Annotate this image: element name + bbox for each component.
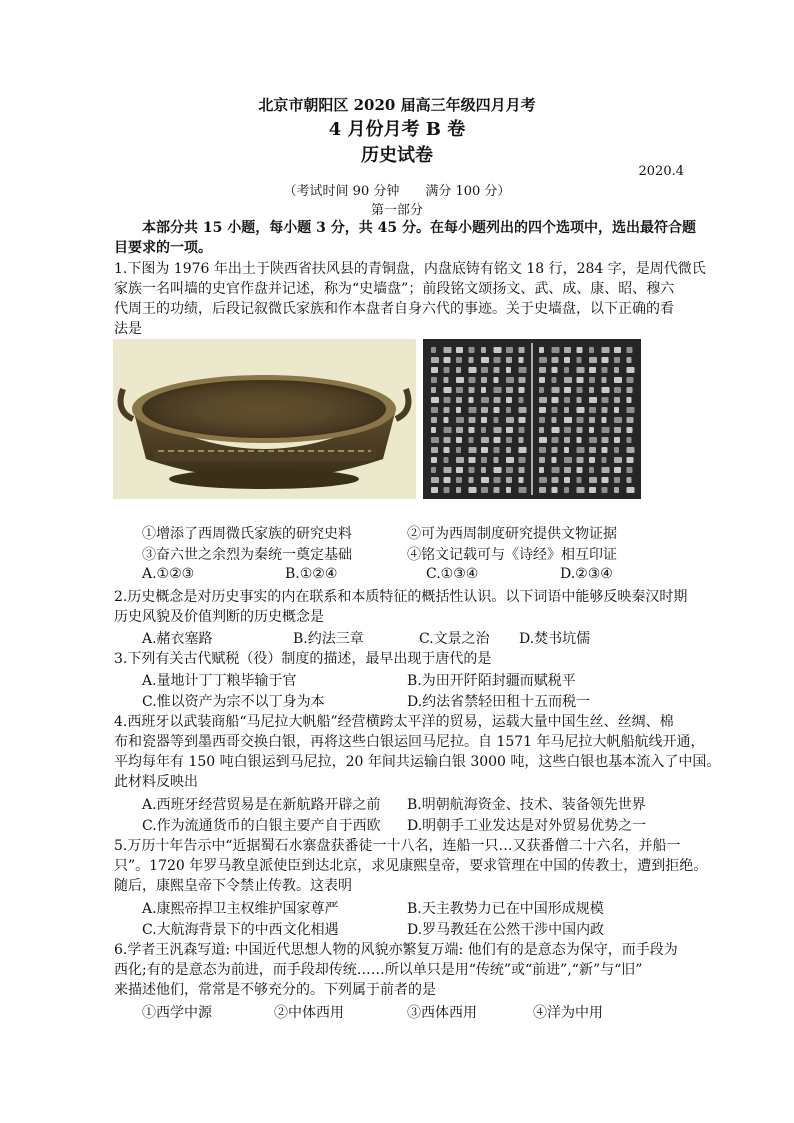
inscription-glyph bbox=[552, 467, 560, 473]
inscription-glyph bbox=[589, 457, 595, 463]
q3-option-d[interactable]: D.约法省禁轻田租十五而税一 bbox=[407, 694, 591, 710]
inscription-glyph bbox=[589, 357, 597, 363]
inscription-glyph bbox=[539, 477, 547, 483]
inscription-glyph bbox=[469, 347, 475, 353]
inscription-glyph bbox=[444, 347, 452, 353]
inscription-glyph bbox=[539, 397, 547, 403]
inscription-glyph bbox=[577, 477, 582, 483]
inscription-glyph bbox=[469, 437, 474, 443]
inscription-glyph bbox=[614, 417, 622, 423]
q6-item-4: ④洋为中用 bbox=[533, 1005, 603, 1021]
q1-statement-3: ③奋六世之余烈为秦统一奠定基础 bbox=[142, 547, 352, 563]
inscription-glyph bbox=[519, 427, 525, 433]
inscription-glyph bbox=[539, 367, 546, 373]
exam-date: 2020.4 bbox=[638, 164, 684, 179]
inscription-glyph bbox=[469, 447, 477, 453]
inscription-glyph bbox=[469, 367, 477, 373]
inscription-glyph bbox=[627, 427, 633, 433]
q1-option-a[interactable]: A.①②③ bbox=[142, 566, 195, 582]
inscription-glyph bbox=[481, 357, 489, 363]
q3-stem: 3.下列有关古代赋税（役）制度的描述，最早出现于唐代的是 bbox=[114, 651, 492, 667]
q4-stem-line-3: 平均每年有 150 吨白银运到马尼拉，20 年间共运输白银 3000 吨，这些白银也基本流入了中国。 bbox=[114, 754, 721, 770]
inscription-glyph bbox=[494, 387, 502, 393]
inscription-glyph bbox=[506, 367, 511, 373]
inscription-glyph bbox=[564, 387, 571, 393]
inscription-glyph bbox=[481, 437, 489, 443]
q6-item-3: ③西体西用 bbox=[407, 1005, 477, 1021]
inscription-glyph bbox=[552, 477, 559, 483]
inscription-glyph bbox=[589, 477, 597, 483]
inscription-glyph bbox=[494, 377, 499, 383]
inscription-glyph bbox=[494, 477, 501, 483]
inscription-glyph bbox=[577, 447, 585, 453]
inscription-glyph bbox=[602, 427, 610, 433]
inscription-glyph bbox=[627, 457, 634, 463]
inscription-glyph bbox=[627, 487, 635, 493]
inscription-glyph bbox=[539, 387, 544, 393]
inscription-glyph bbox=[627, 417, 634, 423]
inscription-glyph bbox=[494, 487, 500, 493]
inscription-glyph bbox=[506, 397, 512, 403]
inscription-glyph bbox=[552, 417, 557, 423]
inscription-glyph bbox=[444, 357, 451, 363]
inscription-glyph bbox=[456, 477, 462, 483]
inscription-glyph bbox=[519, 467, 525, 473]
inscription-glyph bbox=[577, 357, 582, 363]
inscription-glyph bbox=[456, 447, 461, 453]
inscription-glyph bbox=[431, 457, 437, 463]
inscription-glyph bbox=[481, 367, 488, 373]
inscription-glyph bbox=[481, 407, 488, 413]
inscription-glyph bbox=[444, 427, 452, 433]
inscription-glyph bbox=[539, 347, 544, 353]
inscription-glyph bbox=[444, 417, 449, 423]
inscription-glyph bbox=[481, 397, 489, 403]
q6-stem-line-1: 6.学者王汎森写道: 中国近代思想人物的风貌亦繁复万端: 他们有的是意态为保守，而手段为 bbox=[114, 942, 678, 958]
inscription-glyph bbox=[539, 437, 547, 443]
inscription-glyph bbox=[539, 487, 546, 493]
inscription-glyph bbox=[589, 417, 595, 423]
inscription-glyph bbox=[577, 467, 583, 473]
inscription-glyph bbox=[431, 487, 438, 493]
inscription-glyph bbox=[602, 347, 610, 353]
inscription-glyph bbox=[552, 347, 560, 353]
inscription-glyph bbox=[431, 347, 436, 353]
inscription-glyph bbox=[431, 437, 439, 443]
inscription-glyph bbox=[456, 387, 463, 393]
inscription-glyph bbox=[444, 437, 451, 443]
inscription-glyph bbox=[564, 347, 571, 353]
inscription-glyph bbox=[552, 387, 560, 393]
inscription-glyph bbox=[577, 427, 583, 433]
q1-option-c[interactable]: C.①③④ bbox=[426, 566, 479, 582]
inscription-glyph bbox=[456, 397, 462, 403]
q2-option-d[interactable]: D.焚书坑儒 bbox=[519, 631, 591, 647]
inscription-glyph bbox=[456, 367, 461, 373]
inscription-glyph bbox=[627, 477, 632, 483]
q2-option-a[interactable]: A.赭衣塞路 bbox=[142, 631, 213, 647]
inscription-glyph bbox=[552, 427, 560, 433]
inscription-glyph bbox=[431, 407, 438, 413]
inscription-glyph bbox=[494, 447, 500, 453]
inscription-glyph bbox=[539, 357, 547, 363]
inscription-glyph bbox=[552, 457, 557, 463]
inscription-glyph bbox=[519, 487, 527, 493]
inscription-glyph bbox=[506, 377, 514, 383]
inscription-glyph bbox=[456, 417, 464, 423]
inscription-glyph bbox=[444, 477, 451, 483]
inscription-glyph bbox=[481, 487, 488, 493]
inscription-glyph bbox=[481, 417, 487, 423]
inscription-glyph bbox=[602, 367, 608, 373]
inscription-glyph bbox=[494, 347, 502, 353]
inscription-glyph bbox=[519, 477, 524, 483]
inscription-glyph bbox=[614, 347, 621, 353]
inscription-glyph bbox=[481, 427, 486, 433]
inscription-glyph bbox=[494, 457, 499, 463]
inscription-glyph bbox=[552, 437, 559, 443]
inscription-glyph bbox=[564, 447, 569, 453]
inscription-glyph bbox=[564, 397, 570, 403]
q1-statement-4: ④铭文记载可与《诗经》相互印证 bbox=[407, 547, 617, 563]
exam-subtitle: 4 月份月考 B 卷 bbox=[328, 119, 466, 140]
part-heading: 第一部分 bbox=[370, 203, 423, 218]
inscription-glyph bbox=[519, 367, 527, 373]
inscription-glyph bbox=[577, 377, 584, 383]
inscription-glyph bbox=[444, 387, 452, 393]
inscription-glyph bbox=[494, 397, 501, 403]
inscription-glyph bbox=[614, 377, 622, 383]
inscription-glyph bbox=[589, 447, 596, 453]
inscription-glyph bbox=[506, 487, 511, 493]
inscription-glyph bbox=[552, 397, 559, 403]
q5-stem-line-3: 随后，康熙皇帝下令禁止传教。这表明 bbox=[114, 878, 352, 894]
inscription-glyph bbox=[494, 417, 499, 423]
instructions-line-1: 本部分共 15 小题，每小题 3 分，共 45 分。在每小题列出的四个选项中，选出最符合题 bbox=[142, 220, 696, 236]
inscription-glyph bbox=[614, 437, 620, 443]
inscription-glyph bbox=[494, 367, 500, 373]
inscription-glyph bbox=[431, 447, 438, 453]
inscription-glyph bbox=[431, 477, 439, 483]
q5-option-d[interactable]: D.罗马教廷在公然干涉中国内政 bbox=[407, 922, 605, 938]
inscription-glyph bbox=[564, 377, 572, 383]
inscription-glyph bbox=[552, 367, 558, 373]
inscription-glyph bbox=[519, 447, 527, 453]
inscription-glyph bbox=[602, 377, 607, 383]
inscription-glyph bbox=[469, 397, 474, 403]
inscription-glyph bbox=[444, 367, 450, 373]
inscription-glyph bbox=[456, 487, 461, 493]
inscription-glyph bbox=[456, 437, 462, 443]
inscription-glyph bbox=[577, 387, 583, 393]
inscription-glyph bbox=[564, 417, 572, 423]
q6-stem-line-2: 西化;有的是意态为前进，而手段却传统……所以单只是用“传统”或“前进”,“新”与“旧” bbox=[114, 962, 643, 978]
inscription-glyph bbox=[481, 387, 486, 393]
inscription-glyph bbox=[539, 407, 546, 413]
inscription-glyph bbox=[469, 377, 476, 383]
q2-stem-line-1: 2.历史概念是对历史事实的内在联系和本质特征的概括性认识。以下词语中能够反映秦汉时期 bbox=[114, 589, 688, 605]
inscription-glyph bbox=[444, 377, 449, 383]
inscription-glyph bbox=[589, 427, 594, 433]
instructions-line-2: 目要求的一项。 bbox=[114, 240, 212, 256]
q5-option-c[interactable]: C.大航海背景下的中西文化相遇 bbox=[142, 922, 339, 938]
q1-stem-line-2: 家族一名叫墙的史官作盘并记述，称为“史墙盘”；前段铭文颂扬文、武、成、康、昭、穆六 bbox=[114, 281, 675, 297]
inscription-glyph bbox=[431, 367, 438, 373]
inscription-glyph bbox=[506, 417, 514, 423]
inscription-glyph bbox=[577, 417, 584, 423]
inscription-glyph bbox=[469, 387, 475, 393]
inscription-glyph bbox=[431, 357, 439, 363]
inscription-glyph bbox=[564, 457, 572, 463]
inscription-glyph bbox=[506, 407, 511, 413]
inscription-glyph bbox=[431, 397, 439, 403]
q1-option-b[interactable]: B.①②④ bbox=[285, 566, 338, 582]
inscription-glyph bbox=[614, 487, 619, 493]
inscription-glyph bbox=[564, 367, 569, 373]
inscription-glyph bbox=[602, 487, 608, 493]
bronze-plate-illustration bbox=[113, 339, 416, 499]
inscription-glyph bbox=[506, 467, 513, 473]
inscription-glyph bbox=[539, 457, 545, 463]
inscription-glyph bbox=[456, 347, 463, 353]
q1-stem-line-3: 代周王的功绩，后段记叙微氏家族和作本盘者自身六代的事迹。关于史墙盘，以下正确的看 bbox=[114, 301, 674, 317]
inscription-glyph bbox=[519, 387, 525, 393]
q5-stem-line-2: 只”。1720 年罗马教皇派使臣到达北京，求见康熙皇帝，要求管理在中国的传教士，遭到拒绝。 bbox=[114, 858, 708, 874]
inscription-glyph bbox=[539, 417, 545, 423]
inscription-glyph bbox=[577, 407, 585, 413]
inscription-glyph bbox=[469, 357, 474, 363]
inscription-glyph bbox=[519, 377, 526, 383]
inscription-glyph bbox=[431, 377, 437, 383]
inscription-glyph bbox=[456, 467, 463, 473]
inscription-glyph bbox=[552, 377, 557, 383]
inscription-glyph bbox=[444, 447, 450, 453]
inscription-glyph bbox=[589, 347, 594, 353]
inscription-glyph bbox=[494, 467, 502, 473]
inscription-glyph bbox=[552, 407, 558, 413]
inscription-glyph bbox=[469, 487, 477, 493]
inscription-glyph bbox=[494, 427, 502, 433]
inscription-glyph bbox=[627, 387, 633, 393]
inscription-glyph bbox=[469, 427, 475, 433]
inscription-glyph bbox=[506, 447, 511, 453]
q6-stem-line-3: 来描述他们，常常是不够充分的。下列属于前者的是 bbox=[114, 982, 436, 998]
inscription-glyph bbox=[602, 397, 609, 403]
q3-option-c[interactable]: C.惟以资产为宗不以丁身为本 bbox=[142, 694, 325, 710]
inscription-glyph bbox=[444, 397, 451, 403]
q4-option-d[interactable]: D.明朝手工业发达是对外贸易优势之一 bbox=[407, 818, 647, 834]
inscription-glyph bbox=[481, 377, 487, 383]
inscription-glyph bbox=[456, 357, 462, 363]
q1-option-d[interactable]: D.②③④ bbox=[560, 566, 613, 582]
inscription-glyph bbox=[431, 387, 436, 393]
inscription-glyph bbox=[564, 407, 569, 413]
inscription-glyph bbox=[602, 467, 610, 473]
inscription-glyph bbox=[602, 417, 607, 423]
inscription-glyph bbox=[627, 367, 635, 373]
inscription-glyph bbox=[456, 377, 464, 383]
inscription-glyph bbox=[469, 407, 477, 413]
inscription-glyph bbox=[627, 397, 632, 403]
inscription-glyph bbox=[614, 457, 622, 463]
inscription-glyph bbox=[456, 427, 463, 433]
exam-subject-title: 历史试卷 bbox=[361, 145, 433, 166]
inscription-glyph bbox=[469, 457, 476, 463]
inscription-glyph bbox=[506, 427, 513, 433]
inscription-glyph bbox=[614, 367, 619, 373]
inscription-glyph bbox=[602, 457, 607, 463]
inscription-glyph bbox=[494, 407, 500, 413]
inscription-glyph bbox=[564, 427, 571, 433]
inscription-glyph bbox=[506, 457, 514, 463]
inscription-glyph bbox=[602, 477, 609, 483]
inscription-glyph bbox=[481, 477, 489, 483]
inscription-glyph bbox=[589, 467, 594, 473]
q2-option-c[interactable]: C.文景之治 bbox=[419, 631, 490, 647]
q3-option-a[interactable]: A.量地计丁丁粮毕输于官 bbox=[142, 673, 297, 689]
q4-option-a[interactable]: A.西班牙经营贸易是在新航路开辟之前 bbox=[142, 797, 381, 813]
inscription-glyph bbox=[589, 387, 594, 393]
inscription-glyph bbox=[564, 437, 570, 443]
inscription-glyph bbox=[552, 487, 558, 493]
inscription-glyph bbox=[519, 397, 524, 403]
q1-statement-2: ②可为西周制度研究提供文物证据 bbox=[407, 526, 617, 542]
q2-option-b[interactable]: B.约法三章 bbox=[293, 631, 364, 647]
q4-stem-line-4: 此材料反映出 bbox=[114, 774, 198, 790]
inscription-glyph bbox=[506, 357, 512, 363]
inscription-glyph bbox=[469, 417, 476, 423]
inscription-glyph bbox=[627, 347, 633, 353]
inscription-glyph bbox=[627, 467, 633, 473]
inscription-glyph bbox=[627, 357, 632, 363]
inscription-glyph bbox=[614, 427, 621, 433]
inscription-glyph bbox=[494, 437, 501, 443]
inscription-glyph bbox=[456, 457, 464, 463]
q6-item-1: ①西学中源 bbox=[142, 1005, 212, 1021]
inscription-glyph bbox=[519, 437, 524, 443]
q5-option-b[interactable]: B.天主教势力已在中国形成规模 bbox=[407, 901, 604, 917]
inscription-rubbing-illustration bbox=[423, 339, 641, 499]
inscription-glyph bbox=[506, 387, 513, 393]
inscription-glyph bbox=[577, 457, 584, 463]
inscription-glyph bbox=[589, 437, 597, 443]
inscription-glyph bbox=[614, 407, 619, 413]
inscription-glyph bbox=[627, 437, 632, 443]
bronze-plate-photo bbox=[113, 339, 416, 499]
inscription-glyph bbox=[481, 467, 486, 473]
inscription-glyph bbox=[577, 367, 585, 373]
inscription-glyph bbox=[444, 487, 450, 493]
exam-info: （考试时间 90 分钟 满分 100 分） bbox=[283, 184, 511, 199]
inscription-glyph bbox=[444, 457, 449, 463]
inscription-glyph bbox=[444, 467, 452, 473]
inscription-glyph bbox=[539, 447, 546, 453]
inscription-glyph bbox=[539, 427, 544, 433]
q4-stem-line-2: 布和瓷器等到墨西哥交换白银，再将这些白银运回马尼拉。自 1571 年马尼拉大帆船航线开通， bbox=[114, 734, 705, 750]
inscription-glyph bbox=[519, 457, 526, 463]
inscription-glyph bbox=[627, 407, 635, 413]
inscription-glyph bbox=[602, 357, 609, 363]
inscription-glyph bbox=[481, 447, 488, 453]
inscription-rubbing-photo bbox=[423, 339, 641, 499]
inscription-glyph bbox=[614, 467, 621, 473]
inscription-glyph bbox=[539, 377, 545, 383]
inscription-glyph bbox=[539, 467, 544, 473]
inscription-glyph bbox=[614, 387, 621, 393]
q6-item-2: ②中体西用 bbox=[274, 1005, 344, 1021]
inscription-glyph bbox=[456, 407, 461, 413]
inscription-glyph bbox=[614, 477, 620, 483]
inscription-glyph bbox=[589, 397, 597, 403]
inscription-glyph bbox=[431, 427, 436, 433]
inscription-glyph bbox=[444, 407, 450, 413]
inscription-glyph bbox=[506, 347, 513, 353]
inscription-glyph bbox=[589, 367, 596, 373]
inscription-glyph bbox=[519, 407, 527, 413]
inscription-glyph bbox=[469, 477, 474, 483]
inscription-glyph bbox=[519, 357, 524, 363]
inscription-glyph bbox=[577, 437, 582, 443]
q4-option-b[interactable]: B.明朝航海资金、技术、装备领先世界 bbox=[407, 797, 646, 813]
inscription-glyph bbox=[614, 397, 620, 403]
inscription-glyph bbox=[506, 477, 512, 483]
inscription-glyph bbox=[577, 487, 585, 493]
inscription-glyph bbox=[564, 357, 570, 363]
inscription-glyph bbox=[564, 467, 571, 473]
inscription-glyph bbox=[614, 357, 620, 363]
inscription-glyph bbox=[577, 347, 583, 353]
inscription-glyph bbox=[602, 407, 608, 413]
inscription-glyph bbox=[431, 417, 437, 423]
inscription-glyph bbox=[577, 397, 582, 403]
exam-school-title: 北京市朝阳区 2020 届高三年级四月月考 bbox=[258, 96, 536, 114]
inscription-glyph bbox=[589, 407, 596, 413]
inscription-glyph bbox=[564, 477, 570, 483]
inscription-glyph bbox=[602, 447, 608, 453]
inscription-glyph bbox=[602, 437, 609, 443]
inscription-glyph bbox=[602, 387, 610, 393]
inscription-glyph bbox=[589, 377, 595, 383]
q5-stem-line-1: 5.万历十年告示中“近据蜀石水寨盘获番徒一十八名，连船一只…又获番僧二十六名，并船一 bbox=[114, 838, 681, 854]
inscription-glyph bbox=[506, 437, 512, 443]
inscription-glyph bbox=[519, 417, 526, 423]
q4-stem-line-1: 4.西班牙以武装商船“马尼拉大帆船”经营横跨太平洋的贸易，运载大量中国生丝、丝绸、棉 bbox=[114, 714, 674, 730]
inscription-glyph bbox=[552, 447, 558, 453]
inscription-glyph bbox=[627, 377, 634, 383]
inscription-glyph bbox=[481, 347, 486, 353]
inscription-glyph bbox=[552, 357, 559, 363]
q1-stem-line-4: 法是 bbox=[114, 321, 142, 337]
q1-stem-line-1: 1.下图为 1976 年出土于陕西省扶风县的青铜盘，内盘底铸有铭文 18 行，284 字，是周代微氏 bbox=[114, 261, 706, 277]
inscription-glyph bbox=[469, 467, 475, 473]
inscription-glyph bbox=[614, 447, 619, 453]
q5-option-a[interactable]: A.康熙帝捍卫主权维护国家尊严 bbox=[142, 901, 339, 917]
inscription-glyph bbox=[519, 347, 525, 353]
q1-statement-1: ①增添了西周微氏家族的研究史料 bbox=[142, 526, 352, 542]
q2-stem-line-2: 历史风貌及价值判断的历史概念是 bbox=[114, 609, 324, 625]
inscription-glyph bbox=[481, 457, 487, 463]
inscription-glyph bbox=[589, 487, 596, 493]
inscription-glyph bbox=[494, 357, 501, 363]
q4-option-c[interactable]: C.作为流通货币的白银主要产自于西欧 bbox=[142, 818, 381, 834]
inscription-glyph bbox=[627, 447, 635, 453]
inscription-glyph bbox=[564, 487, 569, 493]
inscription-glyph bbox=[431, 467, 436, 473]
q3-option-b[interactable]: B.为田开阡陌封疆而赋税平 bbox=[407, 673, 576, 689]
